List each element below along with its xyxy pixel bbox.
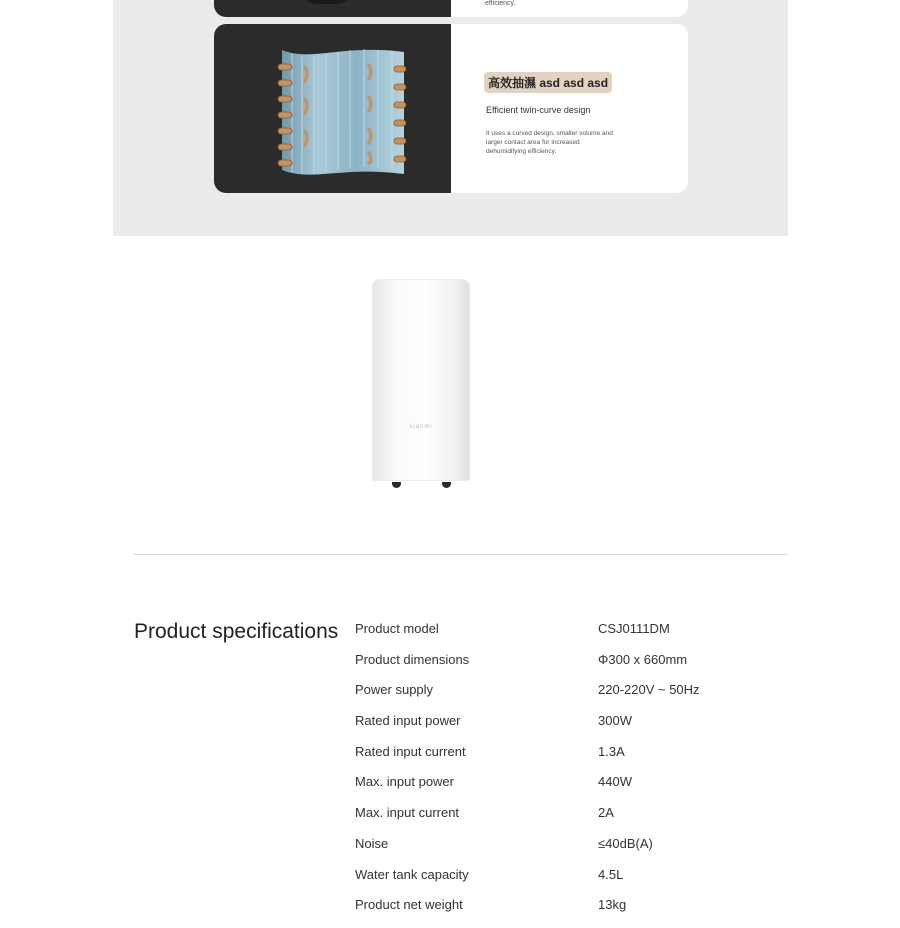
- product-body: [372, 279, 470, 481]
- feature-description: It uses a curved design, smaller volume and larger contact area for increased dehumidifying efficiency.: [486, 130, 613, 155]
- knob-image: [300, 0, 354, 4]
- spec-label: Product dimensions: [355, 651, 470, 667]
- spec-value: 220-220V ~ 50Hz: [598, 682, 700, 698]
- spec-value: ≤40dB(A): [598, 835, 653, 851]
- spec-value: 300W: [598, 713, 632, 729]
- spec-row: [355, 744, 795, 775]
- spec-row: [355, 621, 795, 652]
- spec-value: 4.5L: [598, 866, 624, 882]
- spec-row: [355, 652, 795, 683]
- heat-exchanger-illustration: [272, 42, 412, 184]
- feature-image-coil: [214, 24, 451, 193]
- feature-description-previous: efficiency.: [485, 0, 516, 7]
- feature-section: [113, 0, 788, 236]
- spec-row: [355, 713, 795, 744]
- spec-label: Max. input current: [355, 805, 460, 821]
- spec-label: Rated input power: [355, 713, 461, 729]
- product-wheel-left: [392, 482, 401, 488]
- product-wheel-right: [442, 482, 451, 488]
- spec-label: Noise: [355, 835, 389, 851]
- specs-table: [355, 621, 795, 928]
- spec-value: Φ300 x 660mm: [598, 651, 688, 667]
- spec-row: [355, 682, 795, 713]
- feature-card-twin-curve: [214, 24, 688, 193]
- feature-image-previous: [214, 0, 451, 17]
- spec-row: [355, 774, 795, 805]
- feature-subtitle: Efficient twin-curve design: [486, 105, 591, 115]
- feature-text-twin-curve: [451, 24, 688, 193]
- spec-row: [355, 805, 795, 836]
- section-divider: [134, 554, 788, 555]
- feature-badge: 高效抽濕 asd asd asd: [484, 72, 612, 93]
- spec-value: 2A: [598, 805, 614, 821]
- feature-card-previous: [214, 0, 688, 17]
- spec-label: Product net weight: [355, 897, 463, 913]
- feature-text-previous: [451, 0, 688, 17]
- spec-value: 1.3A: [598, 743, 625, 759]
- spec-value: 440W: [598, 774, 632, 790]
- spec-row: [355, 836, 795, 867]
- product-logo: xiaomi: [409, 424, 433, 430]
- specs-heading: Product specifications: [134, 620, 339, 643]
- product-seam: [467, 299, 468, 459]
- spec-value: CSJ0111DM: [598, 621, 670, 636]
- spec-label: Rated input current: [355, 743, 466, 759]
- spec-row: [355, 897, 795, 928]
- spec-value: 13kg: [598, 897, 627, 913]
- spec-label: Max. input power: [355, 774, 454, 790]
- spec-label: Power supply: [355, 682, 434, 698]
- product-image-dehumidifier: [372, 279, 470, 483]
- spec-label: Product model: [355, 621, 439, 636]
- spec-row: [355, 867, 795, 898]
- spec-label: Water tank capacity: [355, 866, 469, 882]
